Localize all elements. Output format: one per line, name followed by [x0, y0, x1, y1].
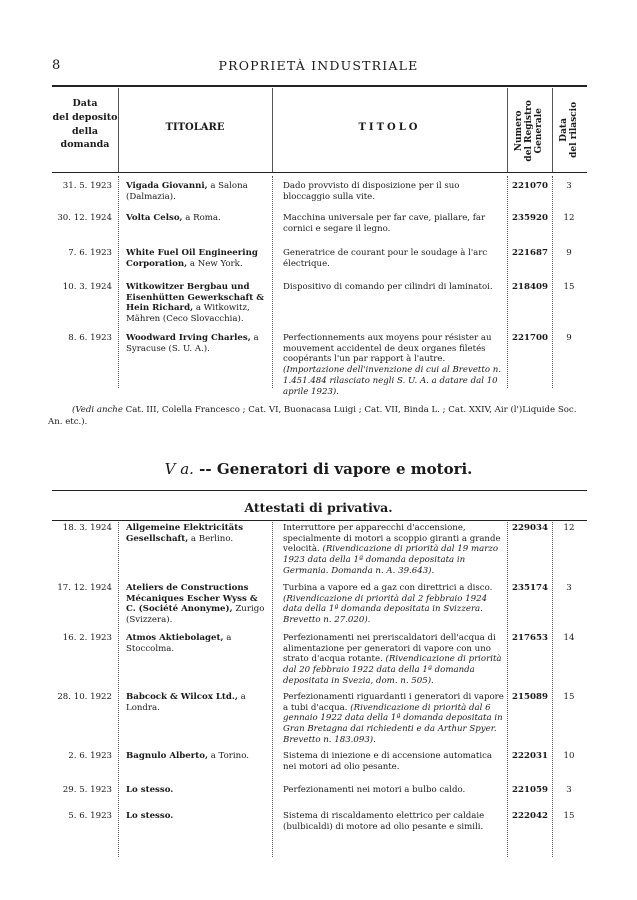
- holder-name: Bagnulo Alberto,: [126, 751, 208, 761]
- register-number: 235174: [512, 583, 548, 593]
- holder: [126, 282, 266, 325]
- col-divider: [118, 176, 119, 388]
- deposit-date: 29. 5. 1923: [62, 785, 112, 795]
- patent-title: [283, 282, 505, 293]
- deposit-date: 31. 5. 1923: [62, 181, 112, 191]
- deposit-date: 16. 2. 1923: [62, 633, 112, 643]
- table-header-rule: [52, 172, 587, 173]
- title-note: (Rivendicazione di priorità dal 20 febbraio 1922 data della 1ª domanda depositata in Svezia, dom. n. 505).: [283, 654, 502, 686]
- holder: [126, 213, 266, 224]
- patent-title: [283, 523, 505, 577]
- patent-title: [283, 633, 505, 687]
- register-number: 222031: [512, 751, 548, 761]
- title-text: Perfezionamenti riguardanti i generatori di vapore a tubi d'acqua.: [283, 692, 504, 713]
- header-line: del deposito: [52, 111, 118, 123]
- holder-name: Allgemeine Elektricitäts Gesellschaft,: [126, 523, 244, 544]
- holder-name: Babcock & Wilcox Ltd.,: [126, 692, 238, 702]
- deposit-date: 2. 6. 1923: [68, 751, 112, 761]
- section-number: V a.: [164, 460, 194, 478]
- release-date: 15: [563, 282, 575, 292]
- title-note: (Rivendicazione di priorità dal 2 febbraio 1924 data della 1ª domanda depositata in Svizzera. Brevetto n. 27.020).: [283, 593, 488, 626]
- title-text: Perfezionamenti nei motori a bulbo caldo.: [283, 785, 466, 795]
- patent-title: [283, 181, 505, 202]
- page-number: 8: [52, 58, 61, 73]
- title-text: Interruttore per apparecchi d'accensione, specialmente di motori a scoppio giranti a grande velocità.: [283, 523, 501, 555]
- subsection-rule: [52, 520, 587, 521]
- patent-title: [283, 751, 505, 772]
- release-date: 3: [566, 583, 572, 593]
- section-heading: [0, 460, 637, 478]
- release-date: 3: [566, 181, 572, 191]
- deposit-date: 5. 6. 1923: [68, 811, 112, 821]
- header-line: Generale: [533, 108, 544, 154]
- release-date: 3: [566, 785, 572, 795]
- register-number: 217653: [512, 633, 548, 643]
- patent-title: [283, 333, 505, 397]
- holder: [126, 633, 266, 654]
- title-text: Macchina universale per far cave, piallare, far cornici e segare il legno.: [283, 213, 486, 234]
- holder-place: a Salona (Dalmazia).: [126, 181, 248, 202]
- holder-place: a Torino.: [210, 751, 249, 761]
- deposit-date: 28. 10. 1922: [57, 692, 112, 702]
- header-line: Data: [559, 118, 570, 142]
- title-text: Turbina a vapore ed a gaz con direttrici a disco.: [283, 583, 493, 593]
- section-rule: [52, 490, 587, 491]
- patent-title: [283, 248, 505, 269]
- deposit-date: 18. 3. 1924: [62, 523, 112, 533]
- register-number: 235920: [512, 213, 548, 223]
- deposit-date: 17. 12. 1924: [57, 583, 112, 593]
- deposit-date: 7. 6. 1923: [68, 248, 112, 258]
- holder-name: Atmos Aktiebolaget,: [126, 633, 224, 643]
- register-number: 221687: [512, 248, 548, 258]
- title-note: (Rivendicazione di priorità dal 19 marzo 1923 data della 1ª domanda depositata in Germania. Domanda n. A. 39.643).: [283, 544, 499, 576]
- holder-place: a Stoccolma.: [126, 633, 232, 654]
- title-text: Perfectionnements aux moyens pour résister au mouvement accidentel de deux organes filetés coopérants l'un par rapport à l'autre.: [283, 333, 492, 365]
- holder-place: a Syracuse (S. U. A.).: [126, 333, 259, 354]
- register-number: 221700: [512, 333, 548, 343]
- holder: [126, 692, 266, 713]
- patent-title: [283, 785, 505, 796]
- header-line: Numero: [514, 110, 525, 152]
- holder: [126, 181, 266, 202]
- holder-name: Lo stesso.: [126, 785, 174, 795]
- register-number: 218409: [512, 282, 548, 292]
- release-date: 15: [563, 692, 575, 702]
- release-column-header: [548, 101, 592, 158]
- register-number: 229034: [512, 523, 548, 533]
- holder: [126, 751, 266, 762]
- running-title: PROPRIETÀ INDUSTRIALE: [218, 58, 419, 73]
- title-text: Sistema di riscaldamento elettrico per caldaie (bulbicaldi) di motore ad olio pesante e simili.: [283, 811, 485, 832]
- header-line: Data: [72, 98, 98, 109]
- holder: [126, 248, 266, 269]
- holder: [126, 523, 266, 544]
- col-divider: [552, 176, 553, 388]
- holder-name: Lo stesso.: [126, 811, 174, 821]
- title-text: Generatrice de courant pour le soudage à l'arc électrique.: [283, 248, 488, 269]
- deposit-date: 8. 6. 1923: [68, 333, 112, 343]
- register-number: 222042: [512, 811, 548, 821]
- subsection-heading: Attestati di privativa.: [244, 500, 393, 515]
- section-title: -- Generatori di vapore e motori.: [199, 460, 473, 478]
- release-date: 12: [563, 213, 575, 223]
- header-line: del rilascio: [569, 101, 579, 158]
- patent-title: [283, 213, 505, 234]
- release-date: 15: [563, 811, 575, 821]
- holder-name: Witkowitzer Bergbau und Eisenhütten Gewerkschaft & Hein Richard,: [126, 282, 264, 314]
- register-number: 215089: [512, 692, 548, 702]
- holder-place: a Londra.: [126, 692, 246, 713]
- col-divider: [552, 522, 553, 857]
- deposit-date: 10. 3. 1924: [62, 282, 112, 292]
- register-number: 221070: [512, 181, 548, 191]
- release-date: 12: [563, 523, 575, 533]
- holder: [126, 333, 266, 354]
- holder-name: Vigada Giovanni,: [126, 181, 208, 191]
- col-divider: [118, 522, 119, 857]
- holder-place: a New York.: [189, 258, 243, 269]
- holder-name: Ateliers de Constructions Mécaniques Escher Wyss & C. (Société Anonyme),: [126, 583, 258, 615]
- holder-place: Zurigo (Svizzera).: [126, 604, 265, 626]
- date-column-header: [52, 97, 118, 152]
- header-line: della: [71, 125, 99, 137]
- col-divider: [272, 522, 273, 857]
- release-date: 9: [566, 333, 572, 343]
- holder-name: Woodward Irving Charles,: [126, 333, 251, 343]
- holder-place: a Berlino.: [190, 533, 234, 544]
- deposit-date: 30. 12. 1924: [57, 213, 112, 223]
- holder-name: Volta Celso,: [126, 213, 183, 223]
- title-text: Sistema di iniezione e di accensione automatica nei motori ad olio pesante.: [283, 751, 493, 772]
- patent-title: [283, 692, 505, 746]
- title-column-header: TITOLO: [358, 122, 421, 133]
- holder-column-header: TITOLARE: [165, 122, 225, 133]
- header-line: del Registro: [524, 100, 535, 162]
- col-divider: [507, 176, 508, 388]
- patent-title: [283, 583, 505, 626]
- register-number: 221059: [512, 785, 548, 795]
- patent-title: [283, 811, 505, 832]
- title-note: (Rivendicazione di priorità dal 6 gennaio 1922 data della 1ª domanda depositata in Gran Bretagna dai richiedenti e da Arthur Spyer. Brevetto n. 183.093).: [283, 702, 503, 745]
- release-date: 14: [563, 633, 575, 643]
- cross-reference-note: [48, 405, 588, 428]
- note-body: Cat. III, Colella Francesco ; Cat. VI, Buonacasa Luigi ; Cat. VII, Binda L. ; Cat. XXIV, Air (l')Liquide Soc. An. etc.).: [48, 405, 577, 427]
- holder: [126, 583, 266, 626]
- holder-name: White Fuel Oil Engineering Corporation,: [126, 248, 258, 269]
- col-divider: [507, 522, 508, 857]
- holder-place: a Roma.: [185, 213, 221, 223]
- title-text: Dado provvisto di disposizione per il suo bloccaggio sulla vite.: [283, 181, 460, 202]
- release-date: 10: [563, 751, 575, 761]
- note-lead: (Vedi anche: [72, 405, 123, 415]
- holder: [126, 811, 266, 822]
- release-date: 9: [566, 248, 572, 258]
- holder: [126, 785, 266, 796]
- title-text: Dispositivo di comando per cilindri di laminatoi.: [283, 282, 493, 292]
- holder-place: a Witkowitz, Mähren (Ceco Slovacchia).: [126, 303, 250, 325]
- col-divider: [272, 176, 273, 388]
- header-line: domanda: [60, 139, 110, 151]
- title-text: Perfezionamenti nei preriscaldatori dell'acqua di alimentazione per generatori di vapore con uno strato d'acqua rotante.: [283, 633, 496, 665]
- title-note: (Importazione dell'invenzione di cui al Brevetto n. 1.451.484 rilasciato negli S. U. A. a datare dal 10 aprile 1923).: [283, 365, 502, 397]
- table-top-rule: [52, 85, 587, 87]
